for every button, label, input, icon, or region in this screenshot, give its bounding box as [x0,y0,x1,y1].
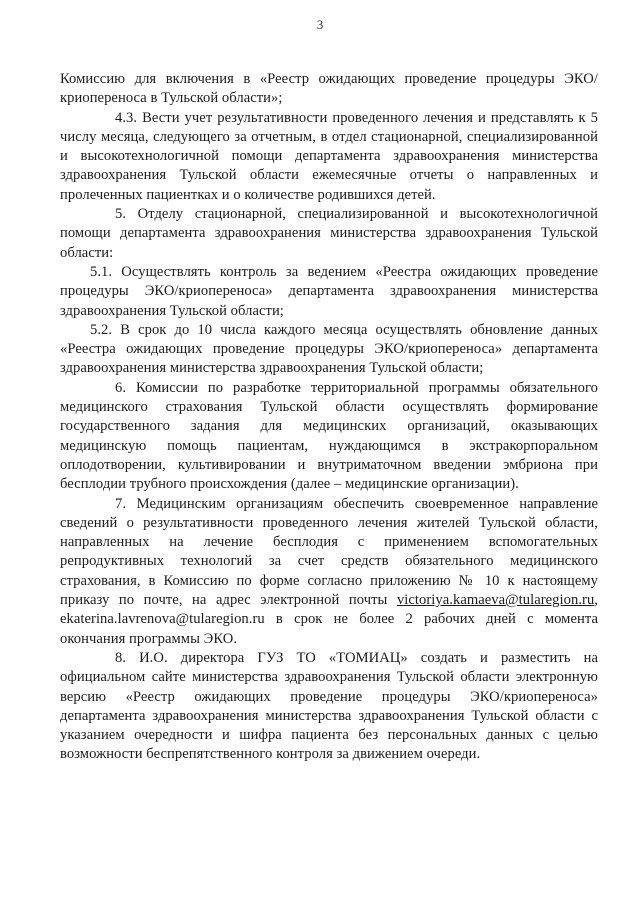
paragraph-5-2: 5.2. В срок до 10 числа каждого месяца осуществлять обновление данных «Реестра ожидающих проведение процедуры ЭКО/криопереноса» департамента здравоохранения министерства здравоохранения Тульской области; [60,321,598,377]
paragraph-5-1: 5.1. Осуществлять контроль за ведением «Реестра ожидающих проведение процедуры ЭКО/криопереноса» департамента здравоохранения министерства здравоохранения Тульской области; [60,263,598,319]
paragraph-6: 6. Комиссии по разработке территориальной программы обязательного медицинского страхования Тульской области осуществлять формирование государственного задания для медицинских организаций, оказывающих медицинскую помощь пациентам, нуждающимся в экстракорпоральном оплодотворении, культивировании и внутриматочном введении эмбриона при бесплодии трубного происхождения (далее – медицинские организации). [60,379,598,493]
paragraph-8: 8. И.О. директора ГУЗ ТО «ТОМИАЦ» создать и разместить на официальном сайте министерства здравоохранения Тульской области электронную версию «Реестр ожидающих проведение процедуры ЭКО/криопереноса» департамента здравоохранения министерства здравоохранения Тульской области с указанием очередности и шифра пациента без персональных данных с целью возможности беспрепятственного контроля за движением очереди. [60,649,598,763]
email-link[interactable]: victoriya.kamaeva@tularegion.ru [396,592,595,609]
page-number: 3 [316,17,324,32]
paragraph-4-3: 4.3. Вести учет результативности проведенного лечения и представлять к 5 числу месяца, следующего за отчетным, в отдел стационарной, специализированной и высокотехнологичной помощи департамента здравоохранения министерства здравоохранения Тульской области ежемесячные отчеты о направленных и пролеченных пациентках и о количестве родившихся детей. [60,109,598,203]
paragraph-7-tail: , ekaterina.lavrenova@tularegion.ru в срок не более 2 рабочих дней с момента окончания программы ЭКО. [60,592,598,647]
paragraph-continuation: Комиссию для включения в «Реестр ожидающих проведение процедуры ЭКО/криопереноса в Тульской области»; [60,71,598,107]
paragraph-7 [60,495,598,649]
document-body [60,70,598,765]
paragraph-7-text: 7. Медицинским организациям обеспечить своевременное направление сведений о результативности проведенного лечения жителей Тульской области, направленных на лечение бесплодия с применением вспомогательных репродуктивных технологий за счет средств обязательного медицинского страхования, в Комиссию по форме согласно приложению № 10 к настоящему приказу по почте, на адрес электронной почты [60,495,598,609]
paragraph-5: 5. Отделу стационарной, специализированной и высокотехнологичной помощи департамента здравоохранения министерства здравоохранения Тульской области: [60,206,598,261]
